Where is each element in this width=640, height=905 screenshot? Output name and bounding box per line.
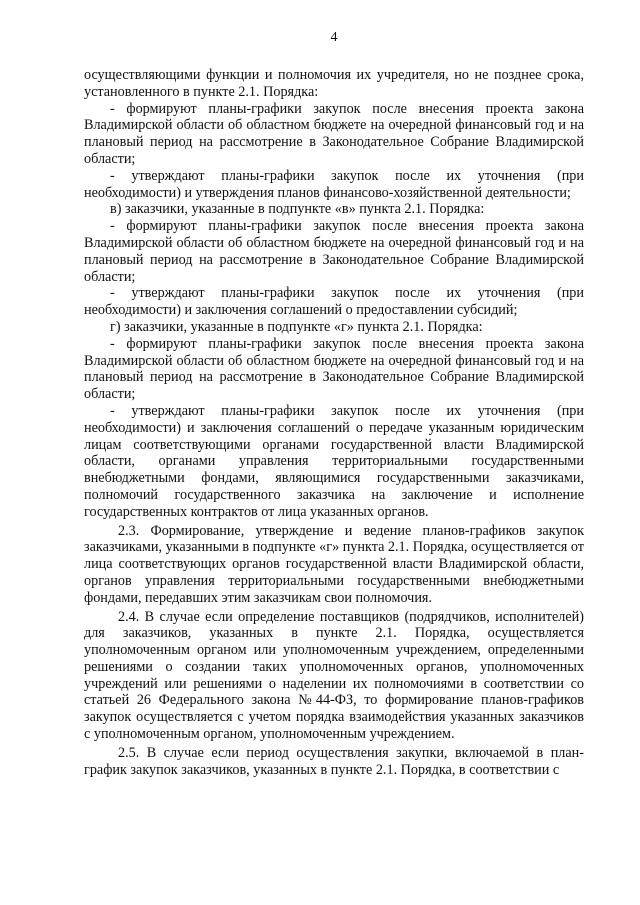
subsection-heading: г) заказчики, указанные в подпункте «г» пункта 2.1. Порядка: <box>110 318 483 335</box>
list-item: - формируют планы-графики закупок после внесения проекта закона Владимирской области об областном бюджете на очередной финансовый год и на плановый период на рассмотрение в Законодательное Собрание Владимирской области; <box>84 335 584 403</box>
clause-paragraph: 2.4. В случае если определение поставщиков (подрядчиков, исполнителей) для заказчиков, указанных в пункте 2.1. Порядка, осуществляется уполномоченным органом или уполномоченным учреждением, определенными решениями о создании таких уполномоченных органов, уполномоченных учреждений или решениями о наделении их полномочиями в соответствии со статьей 26 Федерального закона №44-ФЗ, то формирование планов-графиков закупок осуществляется с учетом порядка взаимодействия указанных заказчиков с уполномоченным органом, уполномоченным учреждением. <box>84 608 584 743</box>
document-body <box>84 67 584 778</box>
clause-paragraph: 2.3. Формирование, утверждение и ведение планов-графиков закупок заказчиками, указанными в подпункте «г» пункта 2.1. Порядка, осуществляется от лица соответствующих органов государственной власти Владимирской области, органов управления территориальными государственными внебюджетными фондами, передавших этим заказчикам свои полномочия. <box>84 522 584 606</box>
list-item: - формируют планы-графики закупок после внесения проекта закона Владимирской области об областном бюджете на очередной финансовый год и на плановый период на рассмотрение в Законодательное Собрание Владимирской области; <box>84 218 584 285</box>
list-item: - утверждают планы-графики закупок после их уточнения (при необходимости) и заключения соглашений о передаче указанным юридическим лицам соответствующими органами государственной власти Владимирской области, органами управления территориальными государственными внебюджетными фондами, являющимися государственными заказчиками, полномочий государственного заказчика на заключение и исполнение государственных контрактов от лица указанных органов. <box>84 402 584 520</box>
clause-paragraph: 2.5. В случае если период осуществления закупки, включаемой в план-график закупок заказчиков, указанных в пункте 2.1. Порядка, в соответствии с <box>84 744 584 778</box>
page-number: 4 <box>330 30 338 45</box>
subsection-heading: в) заказчики, указанные в подпункте «в» пункта 2.1. Порядка: <box>110 201 485 218</box>
paragraph: осуществляющими функции и полномочия их учредителя, но не позднее срока, установленного в пункте 2.1. Порядка: <box>84 67 584 100</box>
list-item: - формируют планы-графики закупок после внесения проекта закона Владимирской области об областном бюджете на очередной финансовый год и на плановый период на рассмотрение в Законодательное Собрание Владимирской области; <box>84 100 584 167</box>
list-item: - утверждают планы-графики закупок после их уточнения (при необходимости) и утверждения планов финансово-хозяйственной деятельности; <box>84 167 584 201</box>
list-item: - утверждают планы-графики закупок после их уточнения (при необходимости) и заключения соглашений о предоставлении субсидий; <box>84 285 584 319</box>
